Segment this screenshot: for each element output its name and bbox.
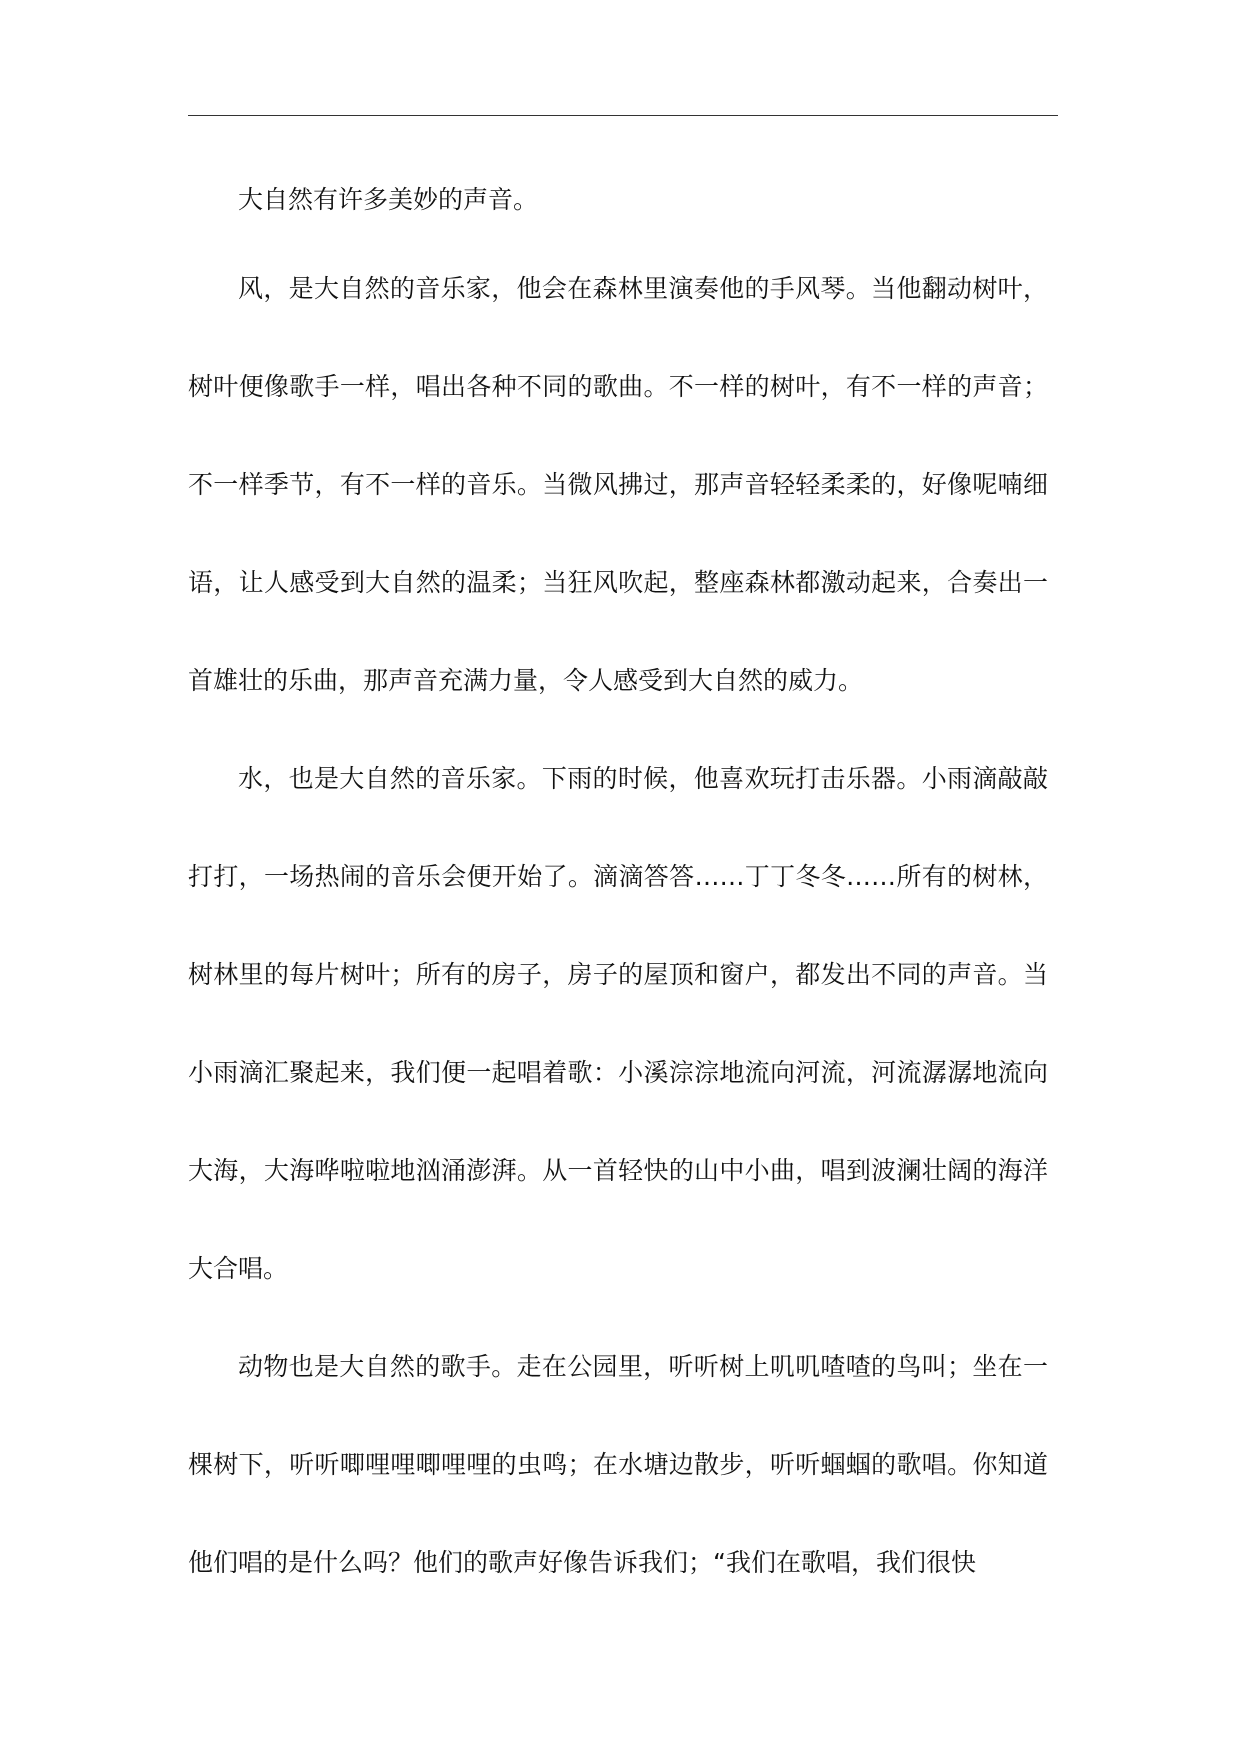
header-rule [188, 115, 1058, 116]
paragraph-water: 水，也是大自然的音乐家。下雨的时候，他喜欢玩打击乐器。小雨滴敲敲打打，一场热闹的音乐会便开始了。滴滴答答……丁丁冬冬……所有的树林，树林里的每片树叶；所有的房子，房子的屋顶和窗户，都发出不同的声音。当小雨滴汇聚起来，我们便一起唱着歌：小溪淙淙地流向河流，河流潺潺地流向大海，大海哗啦啦地汹涌澎湃。从一首轻快的山中小曲，唱到波澜壮阔的海洋大合唱。 [188, 764, 1048, 1283]
paragraph-intro: 大自然有许多美妙的声音。 [238, 185, 539, 214]
paragraph-wind: 风，是大自然的音乐家，他会在森林里演奏他的手风琴。当他翻动树叶，树叶便像歌手一样，唱出各种不同的歌曲。不一样的树叶，有不一样的声音；不一样季节，有不一样的音乐。当微风拂过，那声音轻轻柔柔的，好像呢喃细语，让人感受到大自然的温柔；当狂风吹起，整座森林都激动起来，合奏出一首雄壮的乐曲，那声音充满力量，令人感受到大自然的威力。 [188, 274, 1048, 695]
document-body [188, 160, 1048, 1612]
paragraph-animals: 动物也是大自然的歌手。走在公园里，听听树上叽叽喳喳的鸟叫；坐在一棵树下，听听唧哩哩唧哩哩的虫鸣；在水塘边散步，听听蝈蝈的歌唱。你知道他们唱的是什么吗？他们的歌声好像告诉我们；“我们在歌唱，我们很快 [188, 1352, 1048, 1577]
